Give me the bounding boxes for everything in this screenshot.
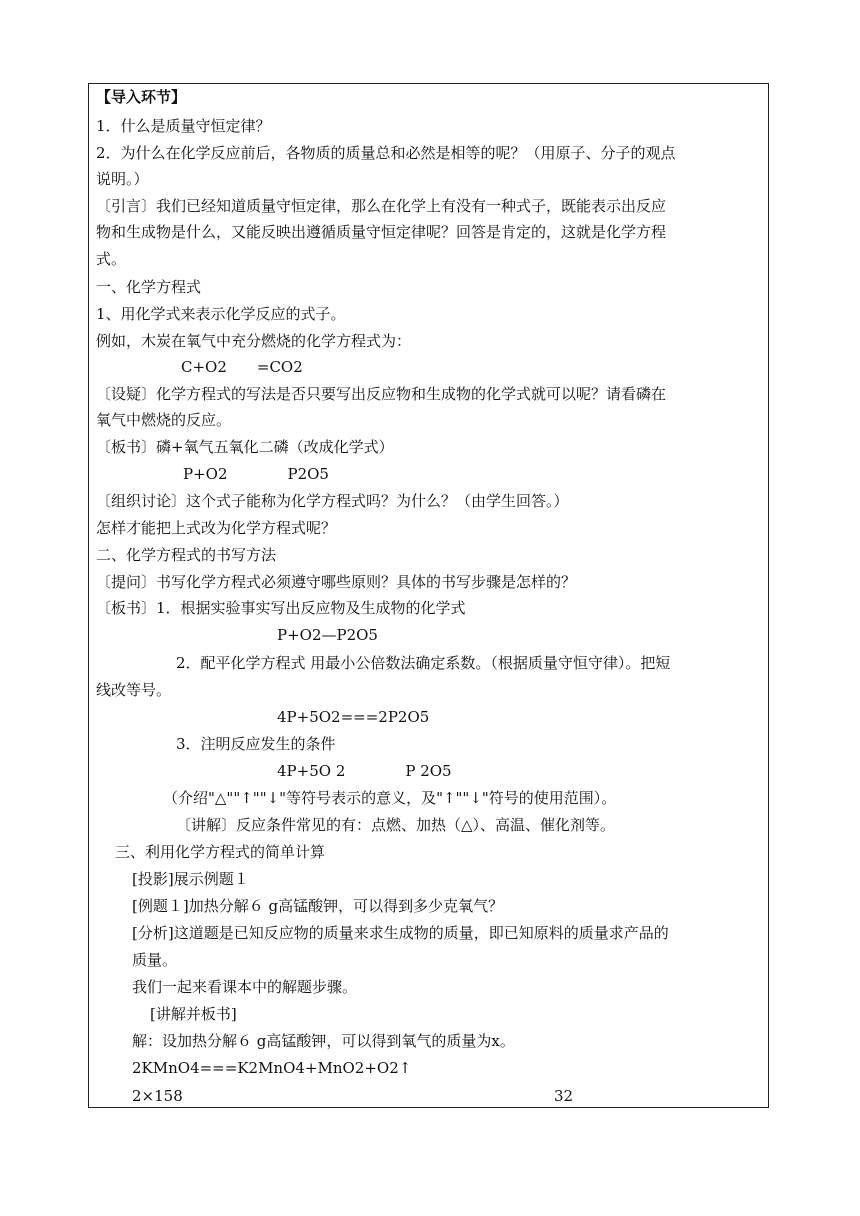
reaction-conditions-explanation: 〔讲解〕反应条件常见的有：点燃、加热（△）、高温、催化剂等。 [176,816,616,834]
step-2-equation: 4P+5O2===2P2O5 [277,708,430,726]
solution-line: 解：设加热分解６ g高锰酸钾，可以得到氧气的质量为x。 [132,1032,515,1050]
follow-up-question: 怎样才能把上式改为化学方程式呢？ [96,519,337,537]
question-paragraph: 〔设疑〕化学方程式的写法是否只要写出反应物和生成物的化学式就可以呢？请看磷在 [96,385,667,403]
molar-mass-line: 2×158 [132,1087,183,1105]
question-2-continued: 说明。） [96,170,149,188]
section-heading-intro: 【导入环节】 [96,88,187,106]
section-heading-writing-method: 二、化学方程式的书写方法 [96,546,277,564]
question-1: 1．什么是质量守恒定律？ [96,117,271,135]
definition-line: 1、用化学式来表示化学反应的式子。 [96,305,346,323]
projection-example: [投影]展示例题１ [132,870,249,888]
board-note-phosphorus: 〔板书〕磷+氧气五氧化二磷（改成化学式） [96,438,394,456]
symbols-introduction: （介绍"△""↑""↓"等符号表示的意义，及"↑""↓"符号的使用范围）。 [163,789,617,807]
carbon-equation: C+O2 =CO2 [181,358,303,376]
question-2: 2．为什么在化学反应前后，各物质的质量总和必然是相等的呢？（用原子、分子的观点 [96,144,676,162]
step-3-equation: 4P+5O 2 P 2O5 [277,762,452,780]
introduction-paragraph: 〔引言〕我们已经知道质量守恒定律，那么在化学上有没有一种式子，既能表示出反应 [96,197,667,215]
question-paragraph-line-2: 氧气中燃烧的反应。 [96,411,232,429]
board-step-1: 〔板书〕1．根据实验事实写出反应物及生成物的化学式 [96,599,466,617]
example-problem: [例题１]加热分解６ g高锰酸钾，可以得到多少克氧气？ [132,897,504,915]
phosphorus-equation: P+O2 P2O5 [183,465,329,483]
board-explanation-heading: [讲解并板书] [150,1005,237,1023]
example-line: 例如，木炭在氧气中充分燃烧的化学方程式为： [96,332,412,350]
board-step-2-continued: 线改等号。 [96,681,172,699]
board-step-2: 2．配平化学方程式 用最小公倍数法确定系数。（根据质量守恒守律）。把短 [176,654,671,672]
analysis-line-continued: 质量。 [132,951,178,969]
steps-introduction: 我们一起来看课本中的解题步骤。 [132,978,358,996]
introduction-paragraph-line-3: 式。 [96,250,127,268]
step-1-equation: P+O2—P2O5 [277,626,378,644]
discussion-line: 〔组织讨论〕这个式子能称为化学方程式吗？为什么？（由学生回答。） [96,492,569,510]
introduction-paragraph-line-2: 物和生成物是什么，又能反映出遵循质量守恒定律呢？回答是肯定的，这就是化学方程 [96,223,667,241]
oxygen-molar-mass: 32 [554,1087,574,1105]
board-step-3: 3．注明反应发生的条件 [176,735,336,753]
analysis-line: [分析]这道题是已知反应物的质量来求生成物的质量，即已知原料的质量求产品的 [132,924,669,942]
section-heading-calculation: 三、利用化学方程式的简单计算 [115,843,326,861]
decomposition-equation: 2KMnO4===K2MnO4+MnO2+O2↑ [132,1059,412,1077]
writing-question: 〔提问〕书写化学方程式必须遵守哪些原则？具体的书写步骤是怎样的？ [96,573,577,591]
section-heading-chemical-equation: 一、化学方程式 [96,278,202,296]
